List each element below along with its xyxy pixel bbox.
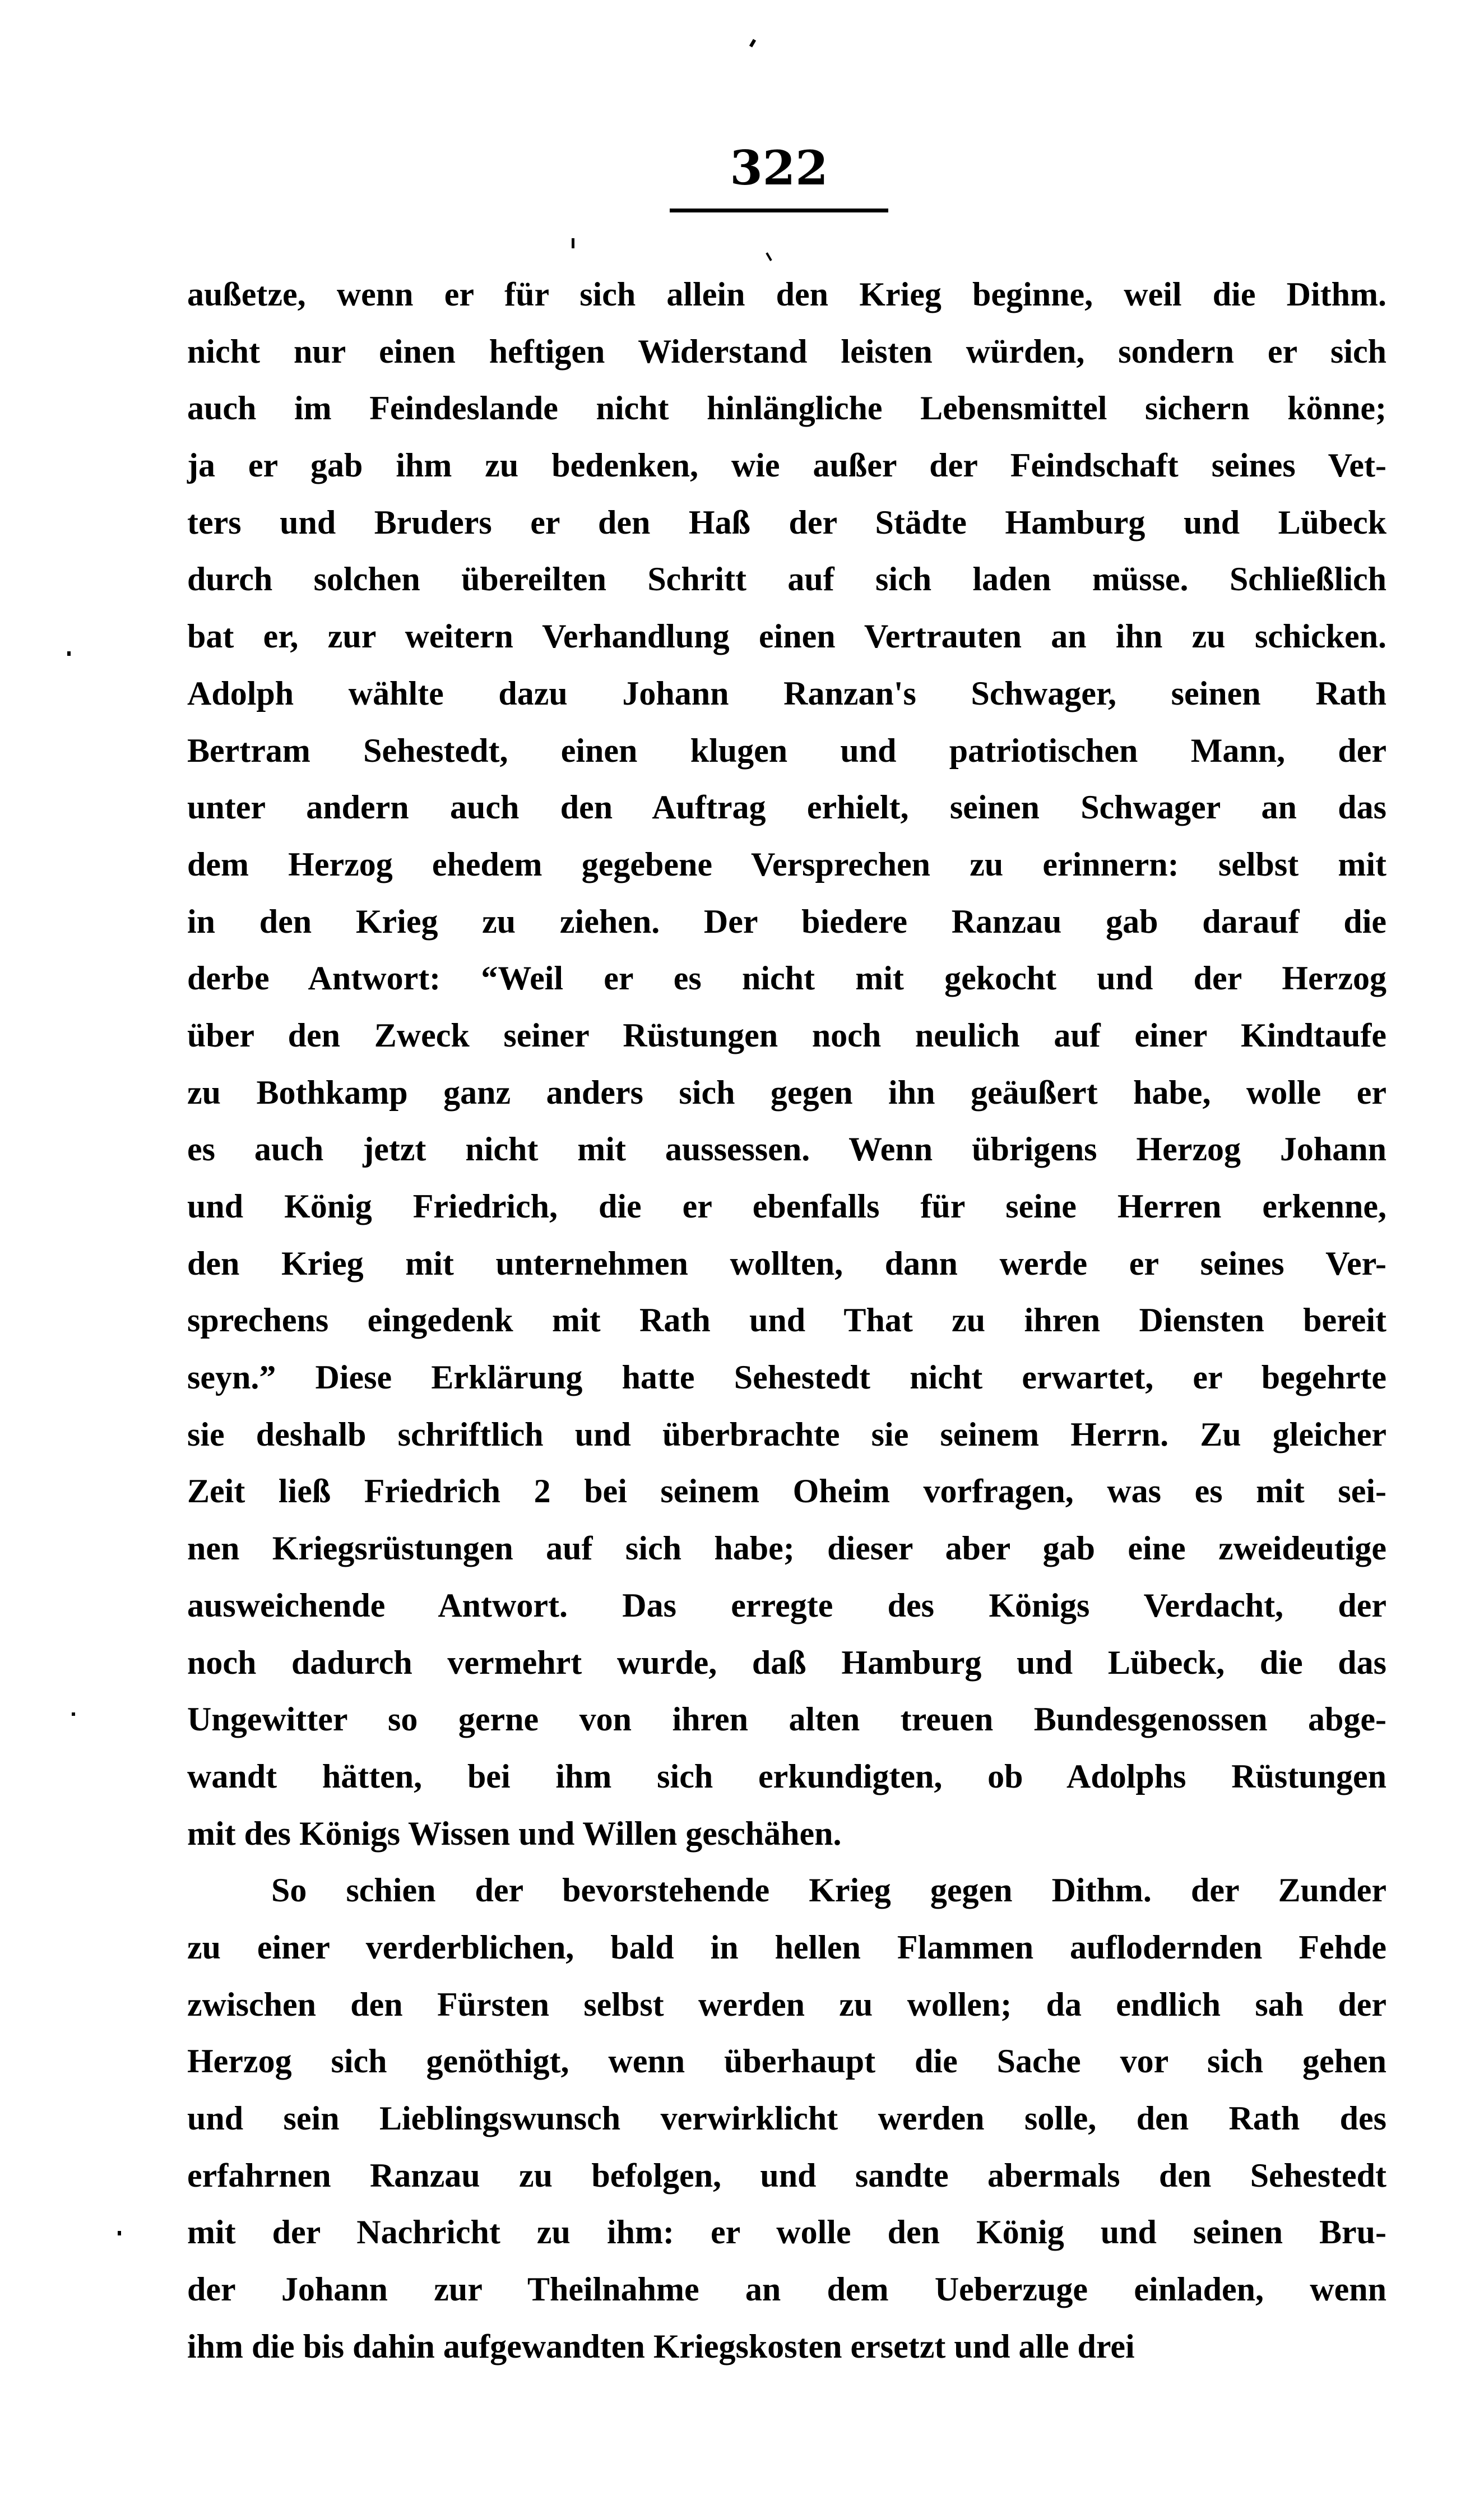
text-line: es auch jetzt nicht mit aussessen. Wenn übrigens Herzog Johann bbox=[187, 1131, 1386, 1168]
text-line: außetze, wenn er für sich allein den Krieg beginne, weil die Dithm. bbox=[187, 276, 1386, 313]
text-line: Adolph wählte dazu Johann Ranzan's Schwager, seinen Rath bbox=[187, 674, 1386, 712]
text-line: auch im Feindeslande nicht hinlängliche Lebensmittel sichern könne; bbox=[187, 390, 1386, 427]
text-line: sie deshalb schriftlich und überbrachte sie seinem Herrn. Zu gleicher bbox=[187, 1415, 1386, 1453]
text-line: in den Krieg zu ziehen. Der biedere Ranzau gab darauf die bbox=[187, 902, 1386, 940]
scan-speck bbox=[118, 2231, 121, 2235]
text-line: durch solchen übereilten Schritt auf sich laden müsse. Schließlich bbox=[187, 561, 1386, 598]
text-line: zwischen den Fürsten selbst werden zu wollen; da endlich sah der bbox=[187, 1985, 1386, 2023]
header-rule bbox=[670, 209, 888, 212]
text-line: mit der Nachricht zu ihm: er wolle den König und seinen Bru- bbox=[187, 2214, 1386, 2251]
text-line: zu einer verderblichen, bald in hellen Flammen auflodernden Fehde bbox=[187, 1928, 1386, 1966]
text-line: mit des Königs Wissen und Willen geschähen. bbox=[187, 1814, 842, 1852]
text-line: noch dadurch vermehrt wurde, daß Hamburg und Lübeck, die das bbox=[187, 1643, 1386, 1681]
scan-speck bbox=[72, 1712, 75, 1716]
text-line: Herzog sich genöthigt, wenn überhaupt die Sache vor sich gehen bbox=[187, 2043, 1386, 2080]
scan-speck bbox=[749, 39, 756, 47]
text-line: erfahrnen Ranzau zu befolgen, und sandte abermals den Sehestedt bbox=[187, 2156, 1386, 2194]
scan-speck bbox=[572, 238, 574, 248]
text-line: über den Zweck seiner Rüstungen noch neulich auf einer Kindtaufe bbox=[187, 1016, 1386, 1054]
page-number: 322 bbox=[730, 140, 828, 196]
text-line: seyn.” Diese Erklärung hatte Sehestedt nicht erwartet, er begehrte bbox=[187, 1359, 1386, 1396]
text-line: nicht nur einen heftigen Widerstand leisten würden, sondern er sich bbox=[187, 332, 1386, 370]
text-line: dem Herzog ehedem gegebene Versprechen zu erinnern: selbst mit bbox=[187, 845, 1386, 883]
text-line: wandt hätten, bei ihm sich erkundigten, ob Adolphs Rüstungen bbox=[187, 1757, 1386, 1795]
text-line: unter andern auch den Auftrag erhielt, seinen Schwager an das bbox=[187, 789, 1386, 826]
text-line: zu Bothkamp ganz anders sich gegen ihn geäußert habe, wolle er bbox=[187, 1073, 1386, 1111]
text-line: Zeit ließ Friedrich 2 bei seinem Oheim vorfragen, was es mit sei- bbox=[187, 1473, 1386, 1510]
scan-speck bbox=[766, 252, 772, 261]
text-line: der Johann zur Theilnahme an dem Ueberzuge einladen, wenn bbox=[187, 2271, 1386, 2308]
text-line: ihm die bis dahin aufgewandten Kriegskosten ersetzt und alle drei bbox=[187, 2327, 1135, 2365]
body-text bbox=[187, 266, 1386, 2375]
text-line: So schien der bevorstehende Krieg gegen Dithm. der Zunder bbox=[271, 1872, 1386, 1909]
text-line: und König Friedrich, die er ebenfalls für seine Herren erkenne, bbox=[187, 1188, 1386, 1225]
text-line: ters und Bruders er den Haß der Städte Hamburg und Lübeck bbox=[187, 503, 1386, 541]
text-line: und sein Lieblingswunsch verwirklicht werden solle, den Rath des bbox=[187, 2100, 1386, 2137]
text-line: ja er gab ihm zu bedenken, wie außer der Feindschaft seines Vet- bbox=[187, 447, 1386, 484]
text-line: ausweichende Antwort. Das erregte des Königs Verdacht, der bbox=[187, 1586, 1386, 1624]
scan-speck bbox=[67, 651, 71, 656]
text-line: sprechens eingedenk mit Rath und That zu ihren Diensten bereit bbox=[187, 1302, 1386, 1339]
text-line: bat er, zur weitern Verhandlung einen Vertrauten an ihn zu schicken. bbox=[187, 618, 1386, 655]
text-line: Ungewitter so gerne von ihren alten treuen Bundesgenossen abge- bbox=[187, 1701, 1386, 1738]
text-line: derbe Antwort: “Weil er es nicht mit gekocht und der Herzog bbox=[187, 960, 1386, 997]
text-line: nen Kriegsrüstungen auf sich habe; dieser aber gab eine zweideutige bbox=[187, 1530, 1386, 1567]
text-line: den Krieg mit unternehmen wollten, dann werde er seines Ver- bbox=[187, 1244, 1386, 1282]
text-line: Bertram Sehestedt, einen klugen und patriotischen Mann, der bbox=[187, 732, 1386, 769]
